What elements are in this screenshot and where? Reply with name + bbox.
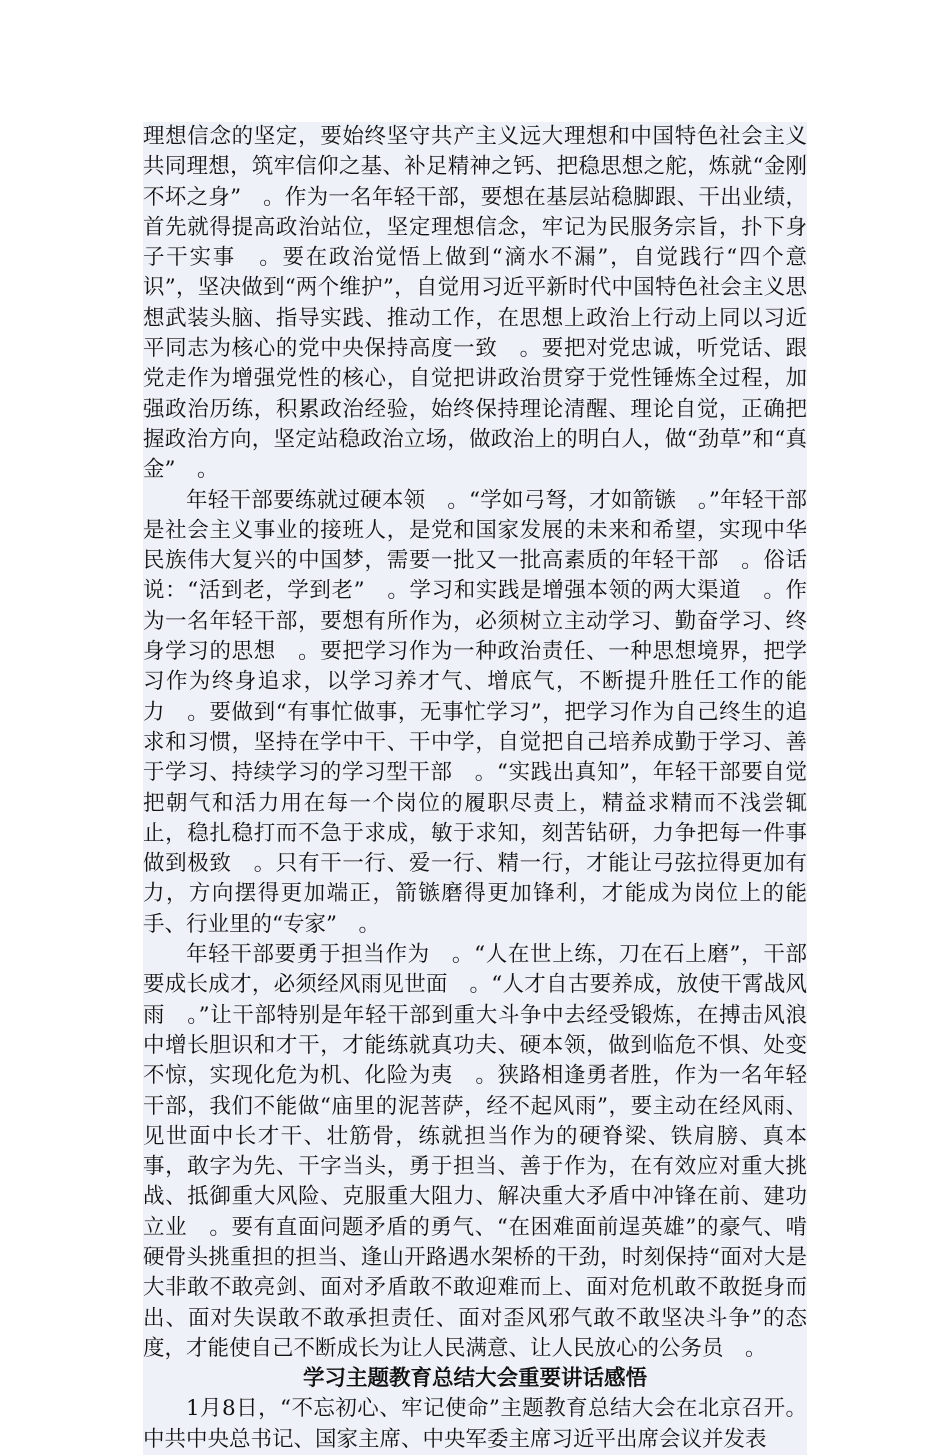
- section-heading: 学习主题教育总结大会重要讲话感悟: [302, 1366, 647, 1392]
- paragraph-responsibility: 年轻干部要勇于担当作为 。“人在世上练，刀在石上磨”，干部要成长成才，必须经风雨见世面 。“人才自古要养成，放使干霄战风雨 。”让干部特别是年轻干部到重大斗争中去经受锻炼，在搏击风浪中增长胆识和才干，才能练就真功夫、硬本领，做到临危不惧、处变不惊，实现化危为机、化险为夷 。狭路相逢勇者胜，作为一名年轻干部，我们不能做“庙里的泥菩萨，经不起风雨”，要主动在经风雨、见世面中长才干、壮筋骨，练就担当作为的硬脊梁、铁肩膀、真本事，敢字为先、干字当头，勇于担当、善于作为，在有效应对重大挑战、抵御重大风险、克服重大阻力、解决重大矛盾中冲锋在前、建功立业 。要有直面问题矛盾的勇气、“在困难面前逞英雄”的豪气、啃硬骨头挑重担的担当、逢山开路遇水架桥的干劲，时刻保持“面对大是大非敢不敢亮剑、面对矛盾敢不敢迎难而上、面对危机敢不敢挺身而出、面对失误敢不敢承担责任、面对歪风邪气敢不敢坚决斗争”的态度，才能使自己不断成长为让人民满意、让人民放心的公务员 。: [143, 942, 807, 1361]
- paragraph-ideals: 理想信念的坚定，要始终坚守共产主义远大理想和中国特色社会主义共同理想，筑牢信仰之基、补足精神之钙、把稳思想之舵，炼就“金刚不坏之身” 。作为一名年轻干部，要想在基层站稳脚跟、干出业绩，首先就得提高政治站位，坚定理想信念，牢记为民服务宗旨，扑下身子干实事 。要在政治觉悟上做到“滴水不漏”，自觉践行“四个意识”，坚决做到“两个维护”，自觉用习近平新时代中国特色社会主义思想武装头脑、指导实践、推动工作，在思想上政治上行动上同以习近平同志为核心的党中央保持高度一致 。要把对党忠诚，听党话、跟党走作为增强党性的核心，自觉把讲政治贯穿于党性锤炼全过程，加强政治历练，积累政治经验，始终保持理论清醒、理论自觉，正确把握政治方向，坚定站稳政治立场，做政治上的明白人，做“劲草”和“真金” 。: [143, 124, 807, 483]
- paragraph-skills: 年轻干部要练就过硬本领 。“学如弓弩，才如箭镞 。”年轻干部是社会主义事业的接班人，是党和国家发展的未来和希望，实现中华民族伟大复兴的中国梦，需要一批又一批高素质的年轻干部 。俗话说：“活到老，学到老” 。学习和实践是增强本领的两大渠道 。作为一名年轻干部，要想有所作为，必须树立主动学习、勤奋学习、终身学习的思想 。要把学习作为一种政治责任、一种思想境界，把学习作为终身追求，以学习养才气、增底气，不断提升胜任工作的能力 。要做到“有事忙做事，无事忙学习”，把学习作为自己终生的追求和习惯，坚持在学中干、干中学，自觉把自己培养成勤于学习、善于学习、持续学习的学习型干部 。“实践出真知”，年轻干部要自觉把朝气和活力用在每一个岗位的履职尽责上，精益求精而不浅尝辄止，稳扎稳打而不急于求成，敏于求知，刻苦钻研，力争把每一件事做到极致 。只有干一行、爱一行、精一行，才能让弓弦拉得更加有力，方向摆得更加端正，箭镞磨得更加锋利，才能成为岗位上的能手、行业里的“专家” 。: [143, 487, 807, 937]
- paragraph-summary-meeting: 1月8日，“不忘初心、牢记使命”主题教育总结大会在北京召开。中共中央总书记、国家主席、中央军委主席习近平出席会议并发表: [143, 1396, 807, 1452]
- document-body: [143, 122, 807, 1455]
